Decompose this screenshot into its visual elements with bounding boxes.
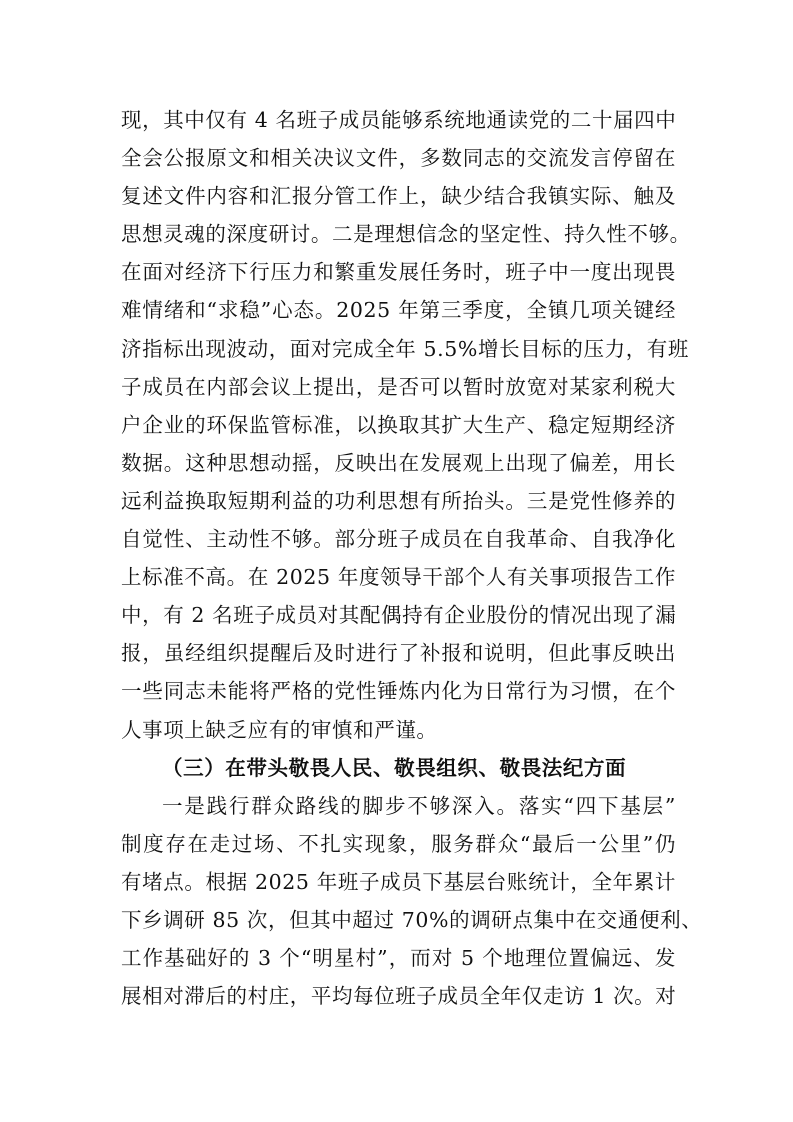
text-line: 中，有 2 名班子成员对其配偶持有企业股份的情况出现了漏 (121, 603, 677, 628)
text-line: 人事项上缺乏应有的审慎和严谨。 (121, 717, 438, 742)
paragraph-2 (121, 787, 703, 1016)
text-line: 全会公报原文和相关决议文件，多数同志的交流发言停留在 (121, 146, 676, 171)
paragraph-1 (121, 101, 691, 749)
text-line: 报，虽经组织提醒后及时进行了补报和说明，但此事反映出 (121, 641, 676, 666)
text-line: 现，其中仅有 4 名班子成员能够系统地通读党的二十届四中 (121, 108, 677, 132)
text-line: 济指标出现波动，面对完成全年 5.5%增长目标的压力，有班 (121, 336, 689, 361)
text-line: 展相对滞后的村庄，平均每位班子成员全年仅走访 1 次。对 (121, 984, 677, 1009)
body-text (121, 101, 703, 1015)
text-line: 上标准不高。在 2025 年度领导干部个人有关事项报告工作 (121, 565, 676, 590)
text-line: 制度存在走过场、不扎实现象，服务群众“最后一公里”仍 (121, 831, 676, 856)
text-line: 户企业的环保监管标准，以换取其扩大生产、稳定短期经济 (121, 412, 676, 437)
text-line: 子成员在内部会议上提出，是否可以暂时放宽对某家利税大 (121, 374, 676, 399)
text-line: 远利益换取短期利益的功利思想有所抬头。三是党性修养的 (121, 488, 676, 513)
text-line: 在面对经济下行压力和繁重发展任务时，班子中一度出现畏 (121, 260, 676, 285)
text-line: 有堵点。根据 2025 年班子成员下基层台账统计，全年累计 (121, 869, 676, 894)
text-line: 下乡调研 85 次，但其中超过 70%的调研点集中在交通便利、 (121, 907, 703, 932)
text-line: 思想灵魂的深度研讨。二是理想信念的坚定性、持久性不够。 (121, 222, 691, 247)
section-heading: （三）在带头敬畏人民、敬畏组织、敬畏法纪方面 (162, 755, 627, 780)
text-line: 一些同志未能将严格的党性锤炼内化为日常行为习惯，在个 (121, 679, 676, 704)
text-line: 工作基础好的 3 个“明星村”，而对 5 个地理位置偏远、发 (121, 946, 676, 971)
text-line: 数据。这种思想动摇，反映出在发展观上出现了偏差，用长 (121, 450, 676, 475)
text-line: 自觉性、主动性不够。部分班子成员在自我革命、自我净化 (121, 527, 676, 552)
text-line: 难情绪和“求稳”心态。2025 年第三季度，全镇几项关键经 (121, 298, 676, 323)
text-line: 一是践行群众路线的脚步不够深入。落实“四下基层” (162, 793, 676, 818)
text-line: 复述文件内容和汇报分管工作上，缺少结合我镇实际、触及 (121, 184, 676, 209)
